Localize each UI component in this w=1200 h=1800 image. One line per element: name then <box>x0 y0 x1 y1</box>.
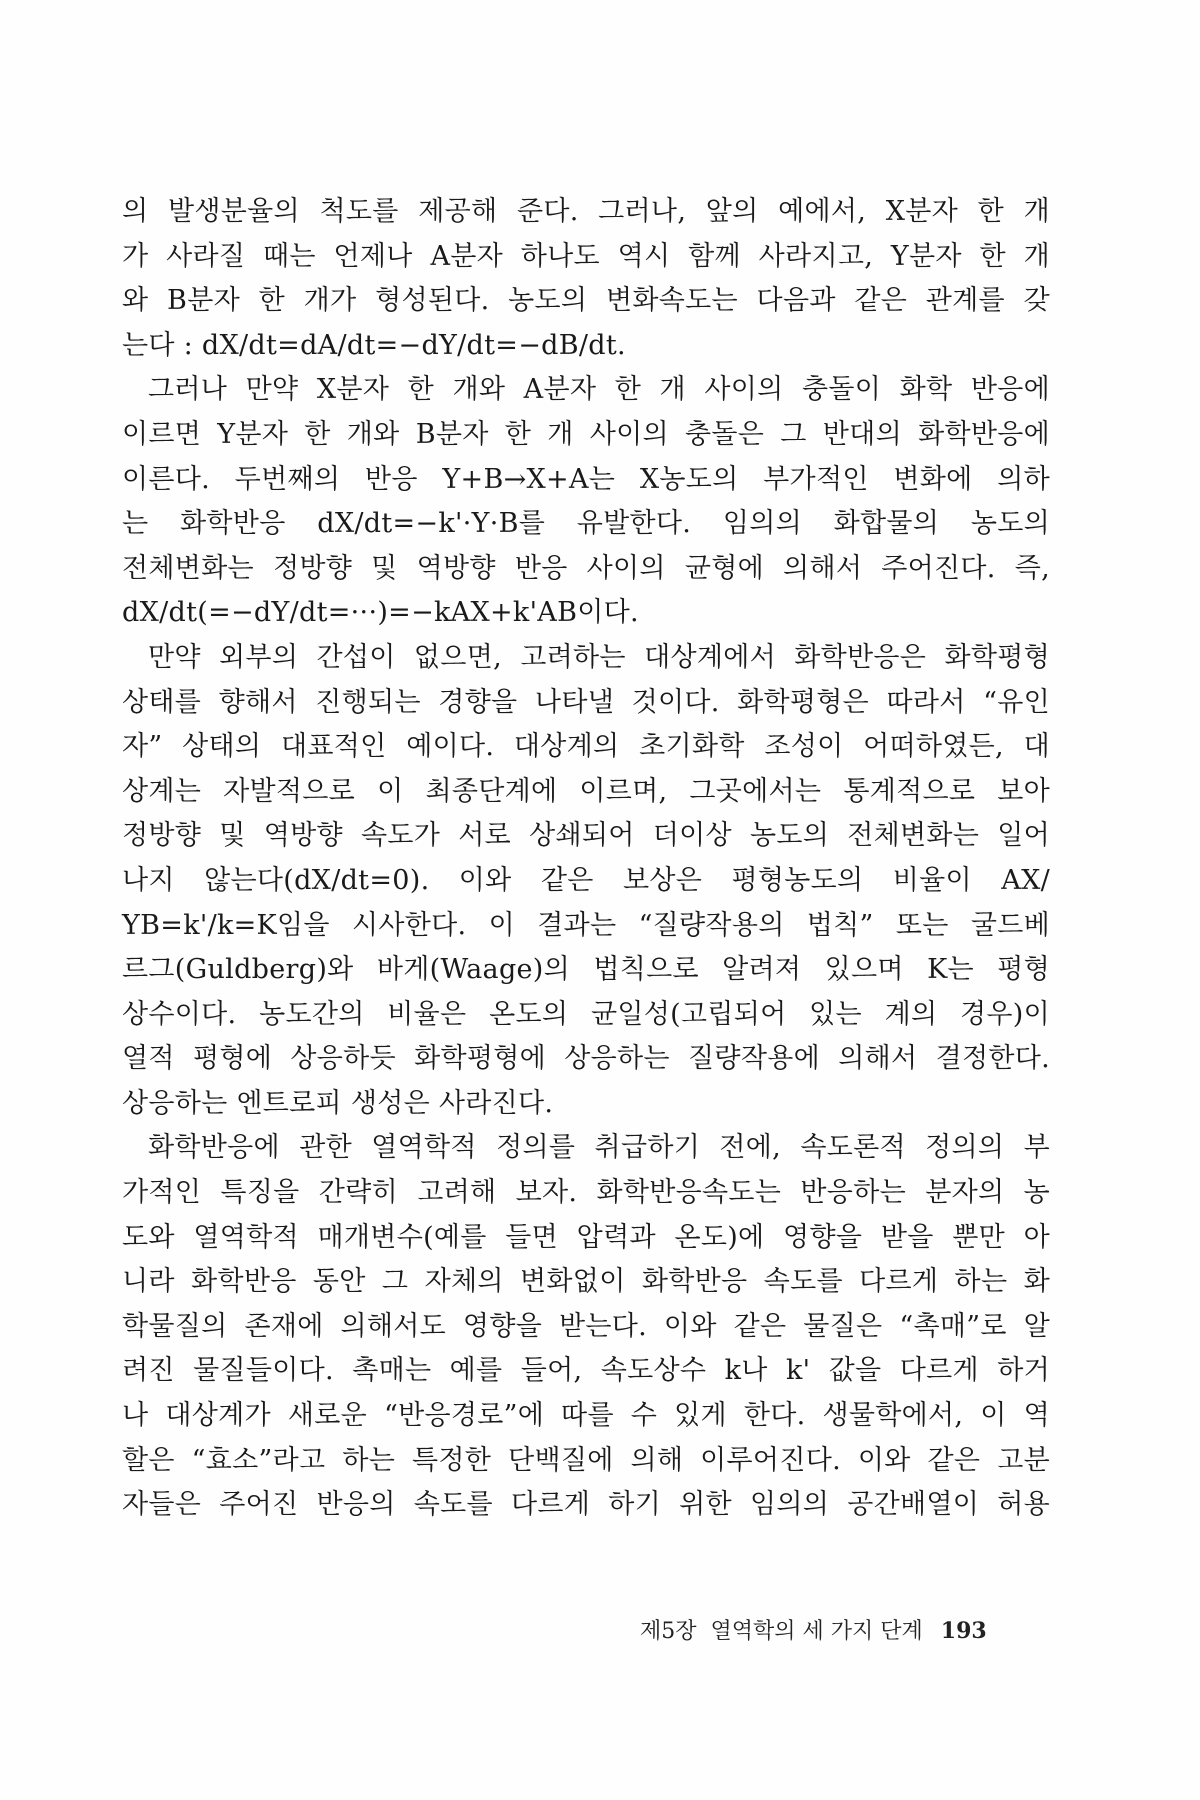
text-line: 자” 상태의 대표적인 예이다. 대상계의 초기화학 조성이 어떠하였든, 대 <box>122 731 1050 763</box>
text-line: 이르면 Y분자 한 개와 B분자 한 개 사이의 충돌은 그 반대의 화학반응에 <box>122 418 1050 450</box>
text-line: 할은 “효소”라고 하는 특정한 단백질에 의해 이루어진다. 이와 같은 고분 <box>122 1444 1050 1476</box>
running-footer <box>640 1616 1020 1647</box>
text-line: 나지 않는다(dX/dt=0). 이와 같은 보상은 평형농도의 비율이 AX/ <box>122 864 1050 896</box>
text-line: 상응하는 엔트로피 생성은 사라진다. <box>122 1087 554 1119</box>
text-line: 만약 외부의 간섭이 없으면, 고려하는 대상계에서 화학반응은 화학평형 <box>148 641 1050 673</box>
text-line: 는 화학반응 dX/dt=−k'·Y·B를 유발한다. 임의의 화합물의 농도의 <box>122 508 1050 540</box>
text-line: 자들은 주어진 반응의 속도를 다르게 하기 위한 임의의 공간배열이 허용 <box>122 1489 1050 1521</box>
text-line: 는다 : dX/dt=dA/dt=−dY/dt=−dB/dt. <box>122 329 626 361</box>
text-line: 그러나 만약 X분자 한 개와 A분자 한 개 사이의 충돌이 화학 반응에 <box>148 374 1050 406</box>
text-line: 가적인 특징을 간략히 고려해 보자. 화학반응속도는 반응하는 분자의 농 <box>122 1177 1050 1209</box>
text-line: 정방향 및 역방향 속도가 서로 상쇄되어 더이상 농도의 전체변화는 일어 <box>122 820 1050 852</box>
body-text <box>122 190 1050 1528</box>
text-line: 상태를 향해서 진행되는 경향을 나타낼 것이다. 화학평형은 따라서 “유인 <box>122 686 1050 718</box>
text-line: 열적 평형에 상응하듯 화학평형에 상응하는 질량작용에 의해서 결정한다. <box>122 1043 1050 1075</box>
text-line: dX/dt(=−dY/dt=···)=−kAX+k'AB이다. <box>122 597 639 629</box>
text-line: 이른다. 두번째의 반응 Y+B→X+A는 X농도의 부가적인 변화에 의하 <box>122 463 1050 495</box>
text-line: 나 대상계가 새로운 “반응경로”에 따를 수 있게 한다. 생물학에서, 이 역 <box>122 1400 1050 1432</box>
page-number: 193 <box>940 1618 987 1644</box>
text-line: 학물질의 존재에 의해서도 영향을 받는다. 이와 같은 물질은 “촉매”로 알 <box>122 1310 1050 1342</box>
text-line: 니라 화학반응 동안 그 자체의 변화없이 화학반응 속도를 다르게 하는 화 <box>122 1266 1050 1298</box>
text-line: 도와 열역학적 매개변수(예를 들면 압력과 온도)에 영향을 받을 뿐만 아 <box>122 1221 1050 1253</box>
text-line: 르그(Guldberg)와 바게(Waage)의 법칙으로 알려져 있으며 K는 평형 <box>122 954 1050 986</box>
footer-chapter-title: 열역학의 세 가지 단계 <box>710 1619 923 1644</box>
text-line: 전체변화는 정방향 및 역방향 반응 사이의 균형에 의해서 주어진다. 즉, <box>122 552 1050 584</box>
footer-chapter: 제5장 <box>640 1619 697 1644</box>
text-line: 화학반응에 관한 열역학적 정의를 취급하기 전에, 속도론적 정의의 부 <box>148 1132 1050 1164</box>
text-line: 려진 물질들이다. 촉매는 예를 들어, 속도상수 k나 k' 값을 다르게 하거 <box>122 1355 1050 1387</box>
text-line: 상계는 자발적으로 이 최종단계에 이르며, 그곳에서는 통계적으로 보아 <box>122 775 1050 807</box>
text-line: 의 발생분율의 척도를 제공해 준다. 그러나, 앞의 예에서, X분자 한 개 <box>122 196 1050 227</box>
text-line: YB=k'/k=K임을 시사한다. 이 결과는 “질량작용의 법칙” 또는 굴드베 <box>122 909 1050 941</box>
text-line: 와 B분자 한 개가 형성된다. 농도의 변화속도는 다음과 같은 관계를 갖 <box>122 285 1050 317</box>
text-line: 가 사라질 때는 언제나 A분자 하나도 역시 함께 사라지고, Y분자 한 개 <box>122 240 1050 272</box>
text-line: 상수이다. 농도간의 비율은 온도의 균일성(고립되어 있는 계의 경우)이 <box>122 998 1050 1030</box>
